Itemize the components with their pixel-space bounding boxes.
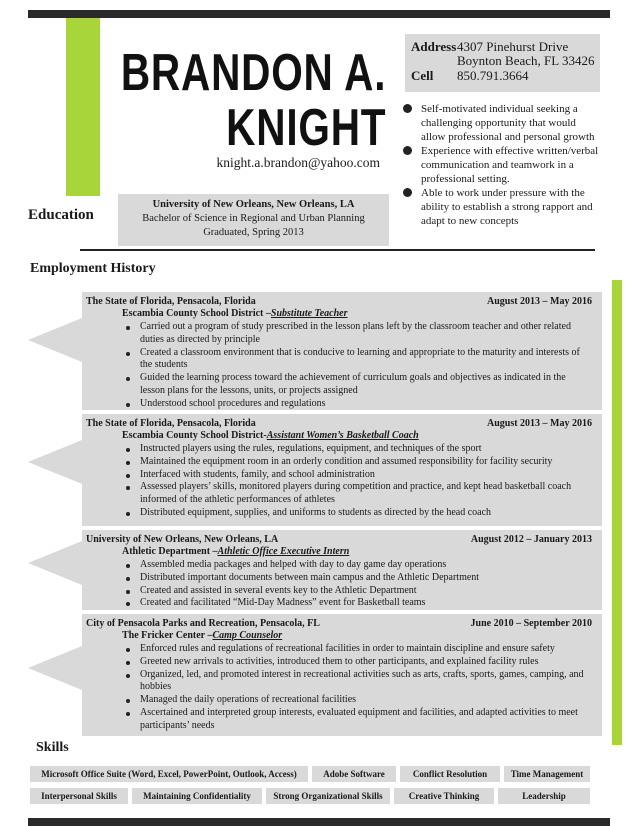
list-item: Instructed players using the rules, regulations, equipment, and techniques of the sport bbox=[122, 443, 592, 456]
bottom-bar bbox=[28, 818, 610, 826]
skill-tag: Leadership bbox=[498, 788, 590, 804]
bullet-icon bbox=[126, 564, 130, 568]
list-item: Enforced rules and regulations of recreational facilities in order to maintain discipline and ensure safety bbox=[122, 643, 592, 656]
job-wedge bbox=[28, 541, 82, 585]
bullet-icon bbox=[126, 448, 130, 452]
job-dept: Escambia County School District –Substitute Teacher bbox=[122, 308, 348, 319]
bullet-icon bbox=[403, 146, 412, 155]
skill-tag: Microsoft Office Suite (Word, Excel, PowerPoint, Outlook, Access) bbox=[30, 766, 308, 782]
bullet-icon bbox=[126, 577, 130, 581]
bullet-icon bbox=[126, 352, 130, 356]
list-item: Distributed equipment, supplies, and uniforms to students as directed by the head coach bbox=[122, 507, 592, 520]
summary-item: Able to work under pressure with the ability to establish a strong rapport and adapt to new concepts bbox=[403, 186, 603, 228]
bullet-icon bbox=[126, 326, 130, 330]
address-label: Address bbox=[411, 39, 457, 54]
skill-tag: Interpersonal Skills bbox=[30, 788, 128, 804]
bullet-icon bbox=[126, 699, 130, 703]
job-bullets bbox=[122, 443, 592, 520]
list-item: Distributed important documents between main campus and the Athletic Department bbox=[122, 572, 592, 585]
name-line-2: KNIGHT bbox=[225, 99, 386, 157]
list-item: Assembled media packages and helped with day to day game day operations bbox=[122, 559, 592, 572]
bullet-icon bbox=[126, 602, 130, 606]
list-item: Greeted new arrivals to activities, introduced them to other participants, and explained facility rules bbox=[122, 656, 592, 669]
job-wedge bbox=[28, 440, 82, 484]
education-school: University of New Orleans, New Orleans, LA bbox=[152, 199, 355, 210]
green-accent-bar-right bbox=[612, 280, 622, 745]
address-line-1: 4307 Pinehurst Drive bbox=[457, 39, 569, 54]
job-bullets bbox=[122, 559, 592, 610]
skills-heading: Skills bbox=[36, 740, 69, 755]
skill-tag: Conflict Resolution bbox=[400, 766, 500, 782]
contact-box bbox=[405, 34, 600, 92]
cell-value: 850.791.3664 bbox=[457, 68, 529, 83]
job-org: The State of Florida, Pensacola, Florida bbox=[86, 296, 256, 307]
summary-list bbox=[403, 102, 603, 228]
job-dates: August 2013 – May 2016 bbox=[486, 296, 592, 307]
skill-tag: Maintaining Confidentiality bbox=[132, 788, 262, 804]
job-wedge bbox=[28, 318, 82, 362]
summary-item: Experience with effective written/verbal communication and teamwork in a professional setting. bbox=[403, 144, 603, 186]
job-bullets bbox=[122, 321, 592, 411]
skill-tag: Strong Organizational Skills bbox=[266, 788, 390, 804]
job-dept: Escambia County School District-Assistant Women’s Basketball Coach bbox=[122, 430, 419, 441]
divider bbox=[80, 249, 595, 251]
job-bullets bbox=[122, 643, 592, 733]
job-entry bbox=[82, 414, 602, 526]
education-degree: Bachelor of Science in Regional and Urban Planning bbox=[142, 213, 365, 224]
education-graduated: Graduated, Spring 2013 bbox=[203, 227, 304, 238]
job-title: Camp Counselor bbox=[212, 630, 283, 641]
job-title: Athletic Office Executive Intern bbox=[217, 546, 350, 557]
bullet-icon bbox=[126, 512, 130, 516]
bullet-icon bbox=[403, 188, 412, 197]
bullet-icon bbox=[126, 474, 130, 478]
green-accent-bar-left bbox=[66, 18, 100, 196]
email: knight.a.brandon@yahoo.com bbox=[216, 155, 380, 170]
list-item: Organized, led, and promoted interest in recreational activities such as arts, crafts, sports, games, camping, and hobbies bbox=[122, 669, 592, 695]
job-entry bbox=[82, 614, 602, 736]
job-org: City of Pensacola Parks and Recreation, Pensacola, FL bbox=[86, 618, 320, 629]
address-line-2: Boynton Beach, FL 33426 bbox=[457, 53, 595, 68]
bullet-icon bbox=[126, 661, 130, 665]
list-item: Created a classroom environment that is conducive to learning and appropriate to the maturity and interests of the students bbox=[122, 347, 592, 373]
bullet-icon bbox=[126, 590, 130, 594]
job-dept: The Fricker Center –Camp Counselor bbox=[122, 630, 283, 641]
list-item: Ascertained and interpreted group interests, evaluated equipment and facilities, and adapted activities to meet participants’ needs bbox=[122, 707, 592, 733]
job-entry bbox=[82, 530, 602, 610]
education-box bbox=[118, 194, 389, 246]
skill-tag: Creative Thinking bbox=[394, 788, 494, 804]
list-item: Guided the learning process toward the achievement of curriculum goals and objectives as indicated in the lesson plans for the lessons, units, or projects assigned bbox=[122, 372, 592, 398]
list-item: Managed the daily operations of recreational facilities bbox=[122, 694, 592, 707]
job-dates: August 2013 – May 2016 bbox=[486, 418, 592, 429]
bullet-icon bbox=[126, 712, 130, 716]
name-line-1: BRANDON A. bbox=[120, 44, 386, 102]
list-item: Maintained the equipment room in an orderly condition and assumed responsibility for facility security bbox=[122, 456, 592, 469]
job-title: Substitute Teacher bbox=[270, 308, 348, 319]
job-dates: June 2010 – September 2010 bbox=[470, 618, 592, 629]
list-item: Carried out a program of study prescribed in the lesson plans left by the classroom teacher and other related duties as directed by principle bbox=[122, 321, 592, 347]
list-item: Assessed players’ skills, monitored players during competition and practice, and kept head basketball coach informed of the athletic performances of athletes bbox=[122, 481, 592, 507]
bullet-icon bbox=[126, 461, 130, 465]
list-item: Created and assisted in several events key to the Athletic Department bbox=[122, 585, 592, 598]
list-item: Understood school procedures and regulations bbox=[122, 398, 592, 411]
job-entry bbox=[82, 292, 602, 410]
education-heading: Education bbox=[28, 207, 94, 223]
top-bar bbox=[28, 10, 610, 18]
job-dept: Athletic Department –Athletic Office Executive Intern bbox=[122, 546, 350, 557]
job-wedge bbox=[28, 646, 82, 690]
list-item: Interfaced with students, family, and school administration bbox=[122, 469, 592, 482]
employment-heading: Employment History bbox=[30, 261, 156, 276]
job-org: University of New Orleans, New Orleans, LA bbox=[86, 534, 279, 545]
bullet-icon bbox=[403, 104, 412, 113]
skill-tag: Adobe Software bbox=[312, 766, 396, 782]
summary-item: Self-motivated individual seeking a challenging opportunity that would allow professional and personal growth bbox=[403, 102, 603, 144]
bullet-icon bbox=[126, 674, 130, 678]
skill-tag: Time Management bbox=[504, 766, 590, 782]
bullet-icon bbox=[126, 648, 130, 652]
bullet-icon bbox=[126, 486, 130, 490]
bullet-icon bbox=[126, 377, 130, 381]
job-dates: August 2012 – January 2013 bbox=[470, 534, 592, 545]
cell-label: Cell bbox=[411, 68, 434, 83]
job-title: Assistant Women’s Basketball Coach bbox=[266, 430, 419, 441]
job-org: The State of Florida, Pensacola, Florida bbox=[86, 418, 256, 429]
bullet-icon bbox=[126, 403, 130, 407]
list-item: Created and facilitated “Mid-Day Madness” event for Basketball teams bbox=[122, 597, 592, 610]
